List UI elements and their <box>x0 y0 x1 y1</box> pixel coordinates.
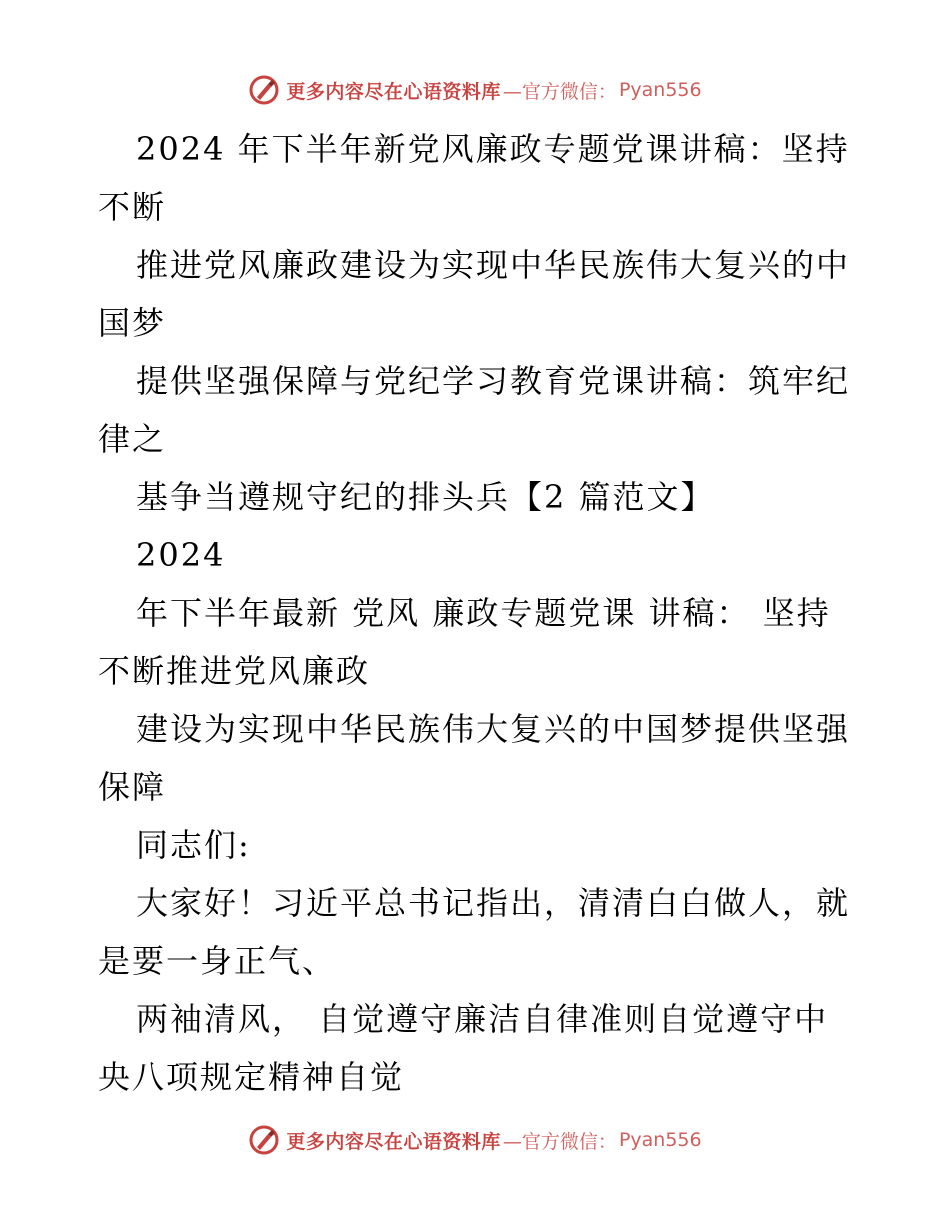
watermark-main-text: 更多内容尽在心语资料库 <box>286 1130 501 1153</box>
watermark-separator-text: —官方微信： <box>502 80 617 103</box>
watermark-separator-text: —官方微信： <box>502 1130 617 1153</box>
text-line: 推进党风廉政建设为实现中华民族伟大复兴的中 <box>136 246 851 284</box>
watermark-main-text: 更多内容尽在心语资料库 <box>286 80 501 103</box>
text-line: 不断推进党风廉政 <box>98 652 371 690</box>
text-line: 两袖清风， 自觉遵守廉洁自律准则自觉遵守中 <box>136 1000 829 1038</box>
footer-watermark <box>0 1120 950 1160</box>
pen-logo-icon <box>248 1124 280 1156</box>
text-line: 建设为实现中华民族伟大复兴的中国梦提供坚强 <box>136 710 851 748</box>
text-line: 律之 <box>98 420 167 458</box>
text-line: 年下半年最新 党风 廉政专题党课 讲稿： 坚持 <box>136 594 831 632</box>
text-line: 2024 年下半年新党风廉政专题党课讲稿：坚持 <box>136 130 850 168</box>
document-body <box>98 120 858 1106</box>
text-line: 国梦 <box>98 304 167 342</box>
watermark-id-text: Pyan556 <box>618 79 702 101</box>
text-line: 基争当遵规守纪的排头兵【2 篇范文】 <box>136 478 715 516</box>
text-line: 同志们: <box>136 826 251 864</box>
text-line: 央八项规定精神自觉 <box>98 1058 405 1096</box>
text-line: 2024 <box>136 536 226 574</box>
text-line: 不断 <box>98 188 167 226</box>
pen-logo-icon <box>248 74 280 106</box>
header-watermark <box>0 70 950 110</box>
text-line: 保障 <box>98 768 167 806</box>
text-line: 提供坚强保障与党纪学习教育党课讲稿：筑牢纪 <box>136 362 851 400</box>
text-line: 是要一身正气、 <box>98 942 337 980</box>
text-line: 大家好！习近平总书记指出，清清白白做人，就 <box>136 884 851 922</box>
watermark-id-text: Pyan556 <box>618 1129 702 1151</box>
